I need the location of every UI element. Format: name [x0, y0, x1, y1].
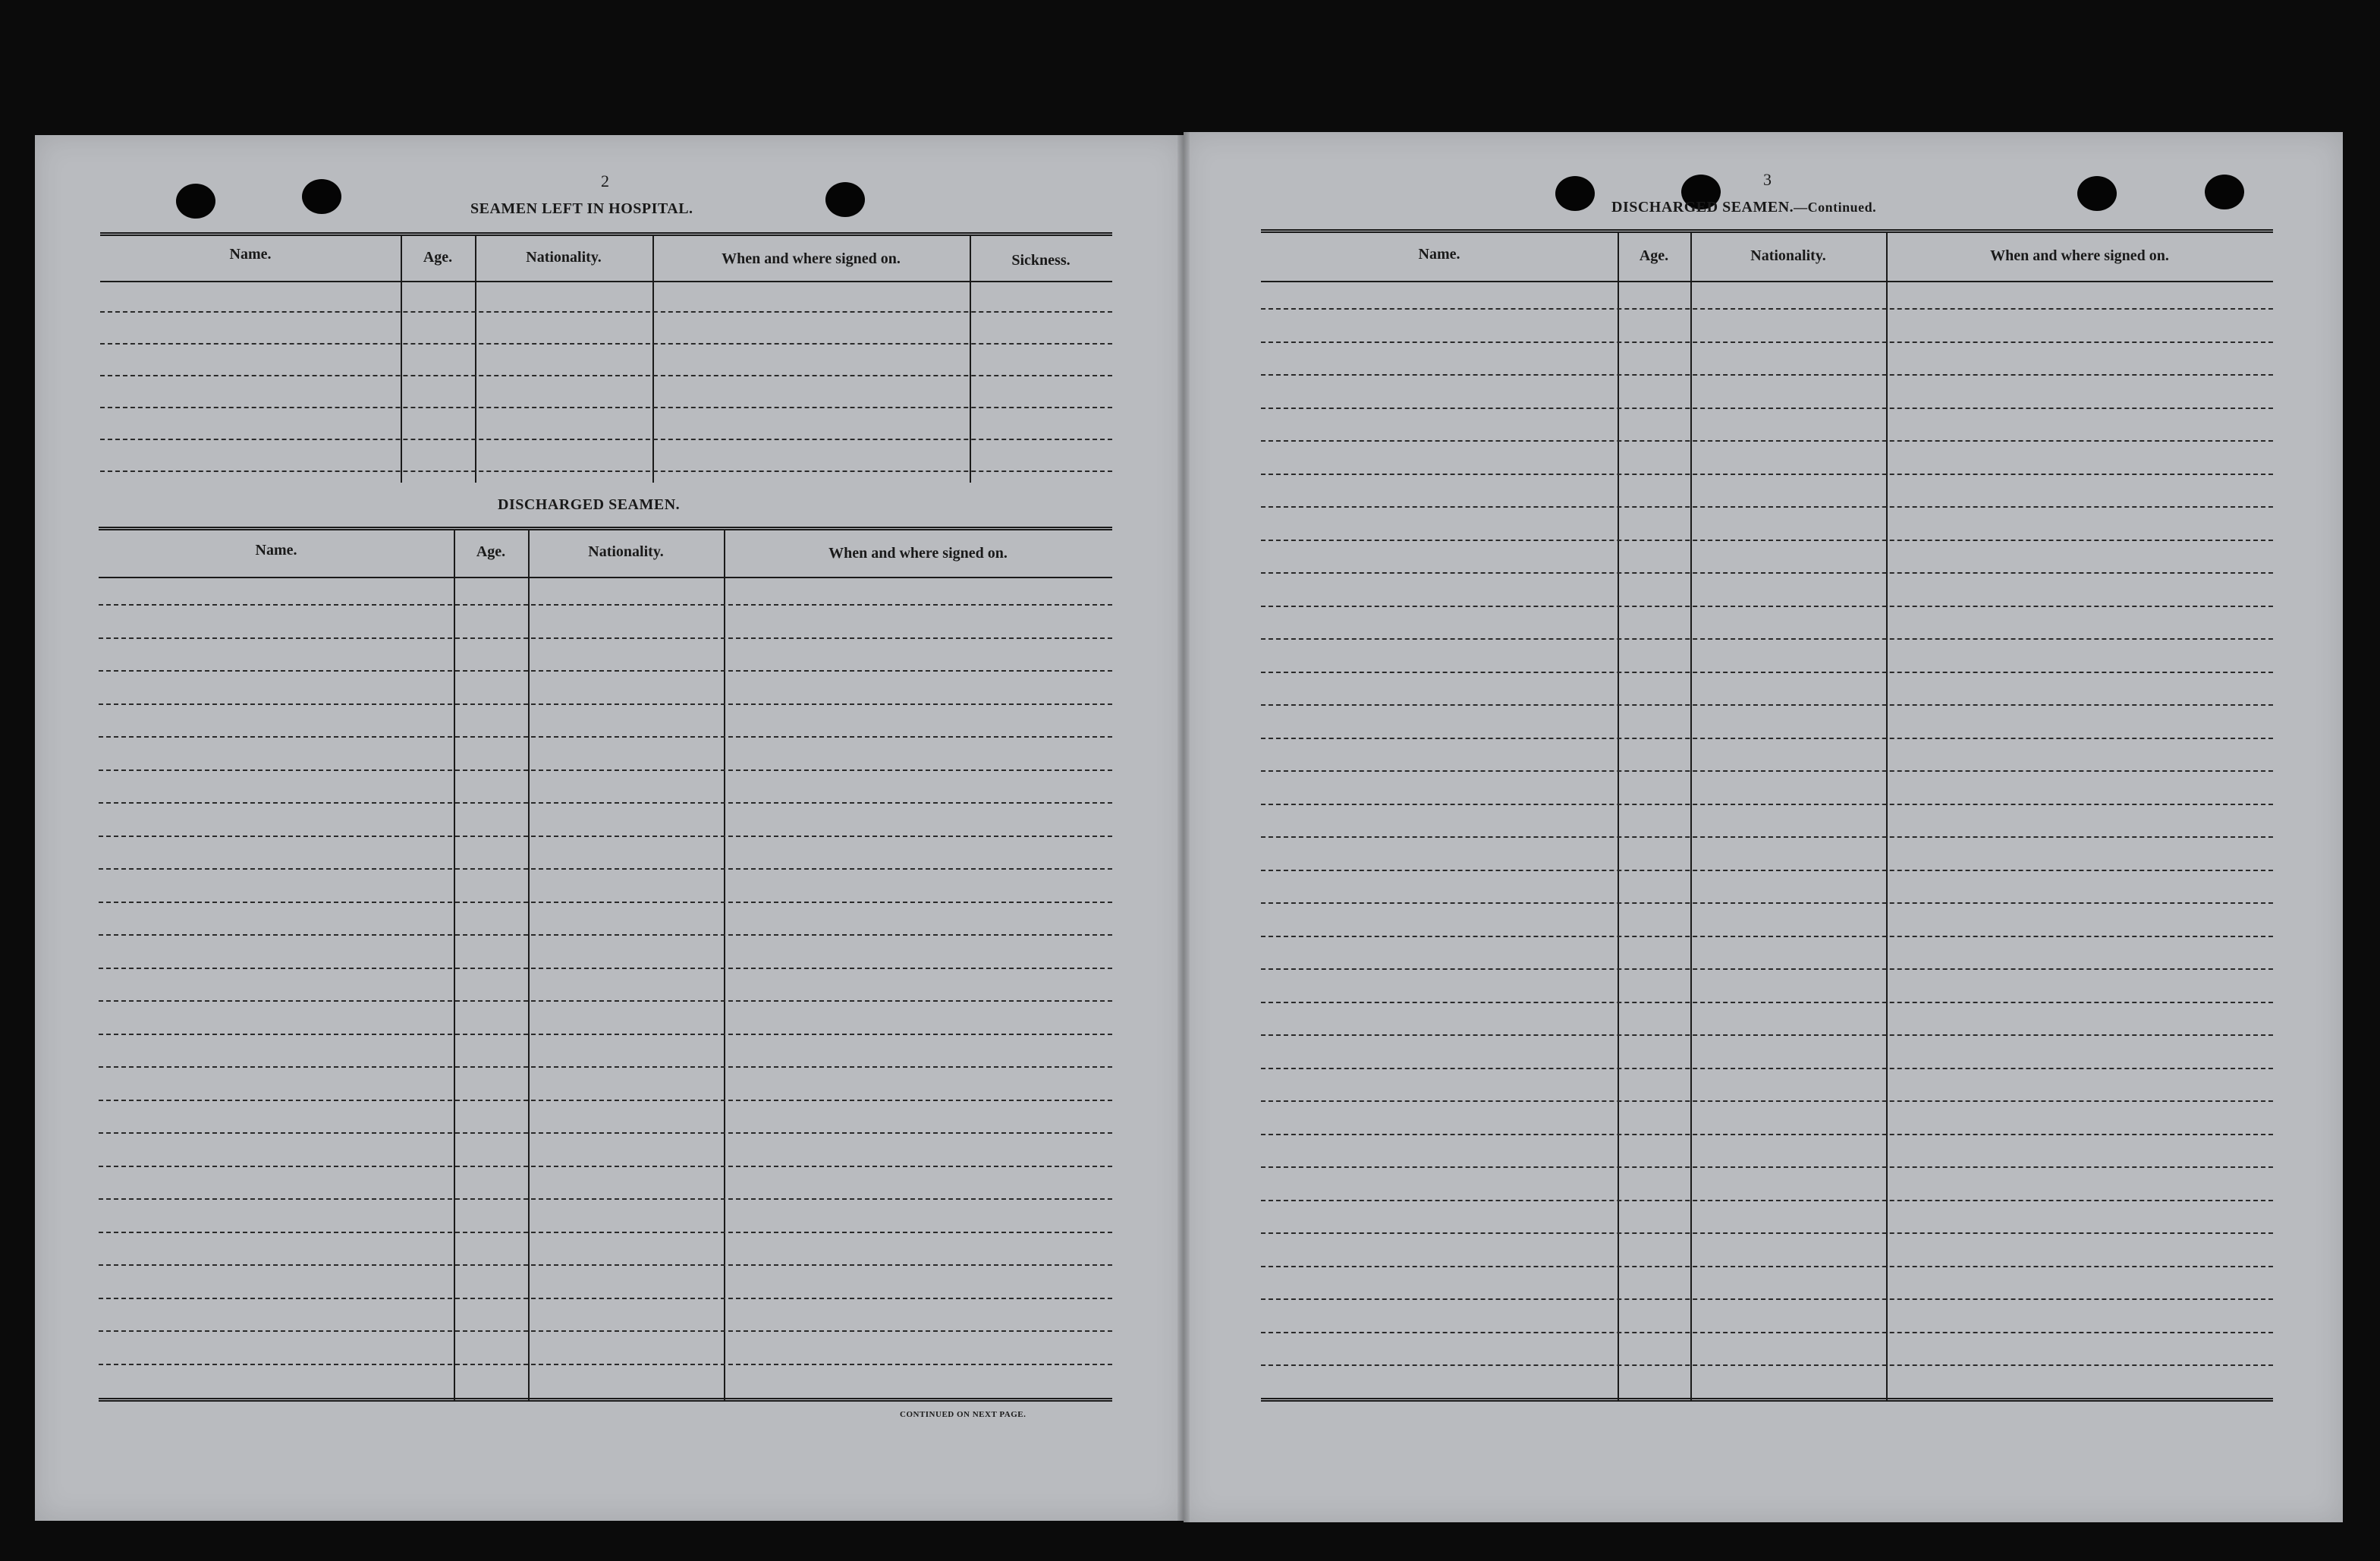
table-row: [1261, 1068, 2273, 1069]
table-row: [1261, 408, 2273, 409]
column-header-age: Age.: [476, 543, 506, 560]
table-row: [1261, 308, 2273, 310]
continued-suffix: —Continued.: [1794, 200, 1877, 215]
table-row: [1261, 738, 2273, 739]
table-row: [100, 407, 1112, 408]
table-row: [1261, 341, 2273, 343]
table-row: [99, 1166, 1112, 1167]
table-row: [99, 736, 1112, 738]
table-row: [99, 1232, 1112, 1233]
table-row: [1261, 902, 2273, 904]
table-row: [100, 375, 1112, 376]
table-row: [1261, 1034, 2273, 1036]
column-header-name: Name.: [255, 542, 297, 559]
column-header-signed-on: When and where signed on.: [722, 250, 901, 267]
table-row: [99, 1132, 1112, 1134]
table-row: [99, 670, 1112, 672]
table-row: [1261, 704, 2273, 706]
continued-note: CONTINUED ON NEXT PAGE.: [900, 1410, 1027, 1419]
table-row: [100, 311, 1112, 313]
page-number-left: 2: [601, 172, 609, 190]
table-row: [99, 703, 1112, 705]
table-row: [1261, 540, 2273, 541]
table-row: [100, 471, 1112, 472]
table-row: [1261, 870, 2273, 871]
table-row: [99, 802, 1112, 804]
table-row: [99, 1364, 1112, 1365]
table-row: [1261, 1266, 2273, 1267]
table-row: [1261, 506, 2273, 508]
table-row: [99, 902, 1112, 903]
table-row: [99, 637, 1112, 639]
column-header-nationality: Nationality.: [588, 543, 664, 560]
table-row: [1261, 474, 2273, 475]
punch-hole: [2077, 176, 2117, 211]
table-row: [1261, 572, 2273, 574]
table-row: [1261, 1298, 2273, 1300]
table-row: [1261, 1232, 2273, 1234]
punch-hole: [302, 179, 341, 214]
punch-hole: [825, 182, 865, 217]
table-row: [1261, 836, 2273, 838]
table-row: [1261, 440, 2273, 442]
column-header-age: Age.: [423, 249, 453, 266]
table-row: [1261, 1100, 2273, 1102]
table-row: [99, 868, 1112, 870]
table-row: [1261, 638, 2273, 640]
punch-hole: [2205, 175, 2244, 209]
discharged-section-title-left: DISCHARGED SEAMEN.: [498, 496, 681, 513]
table-row: [1261, 1200, 2273, 1201]
table-row: [99, 1000, 1112, 1002]
discharged-table-right: [1261, 229, 2273, 1404]
page-fold: [1177, 132, 1190, 1522]
table-row: [99, 836, 1112, 837]
hospital-section-title: SEAMEN LEFT IN HOSPITAL.: [470, 200, 693, 217]
column-header-nationality: Nationality.: [526, 249, 602, 266]
table-row: [1261, 804, 2273, 805]
table-row: [99, 1330, 1112, 1332]
table-row: [1261, 936, 2273, 937]
table-row: [1261, 606, 2273, 607]
table-row: [1261, 374, 2273, 376]
punch-hole: [1555, 176, 1595, 211]
table-row: [1261, 1166, 2273, 1168]
hospital-table: [100, 232, 1112, 483]
column-header-nationality: Nationality.: [1750, 247, 1826, 264]
table-row: [99, 934, 1112, 936]
discharged-section-title-right: [1611, 199, 1876, 216]
table-row: [99, 1066, 1112, 1068]
column-header-name: Name.: [1418, 246, 1460, 263]
column-header-sickness: Sickness.: [1011, 252, 1071, 269]
discharged-title-text: DISCHARGED SEAMEN.: [1611, 199, 1794, 216]
table-row: [99, 604, 1112, 606]
table-row: [1261, 672, 2273, 673]
table-row: [99, 1034, 1112, 1035]
table-row: [99, 1198, 1112, 1200]
table-row: [1261, 968, 2273, 970]
column-header-name: Name.: [229, 246, 272, 263]
table-row: [1261, 1332, 2273, 1333]
table-row: [99, 1264, 1112, 1266]
table-row: [1261, 1002, 2273, 1003]
discharged-table-left: [99, 527, 1112, 1407]
punch-hole: [176, 184, 215, 219]
table-row: [100, 343, 1112, 345]
column-header-signed-on: When and where signed on.: [1990, 247, 2169, 264]
table-row: [100, 439, 1112, 440]
column-header-signed-on: When and where signed on.: [828, 545, 1008, 562]
table-row: [1261, 1134, 2273, 1135]
table-row: [99, 968, 1112, 969]
table-row: [99, 1298, 1112, 1299]
page-number-right: 3: [1763, 170, 1772, 189]
table-row: [1261, 1364, 2273, 1366]
table-row: [99, 769, 1112, 771]
table-row: [99, 1100, 1112, 1101]
table-row: [1261, 770, 2273, 772]
column-header-age: Age.: [1639, 247, 1669, 264]
